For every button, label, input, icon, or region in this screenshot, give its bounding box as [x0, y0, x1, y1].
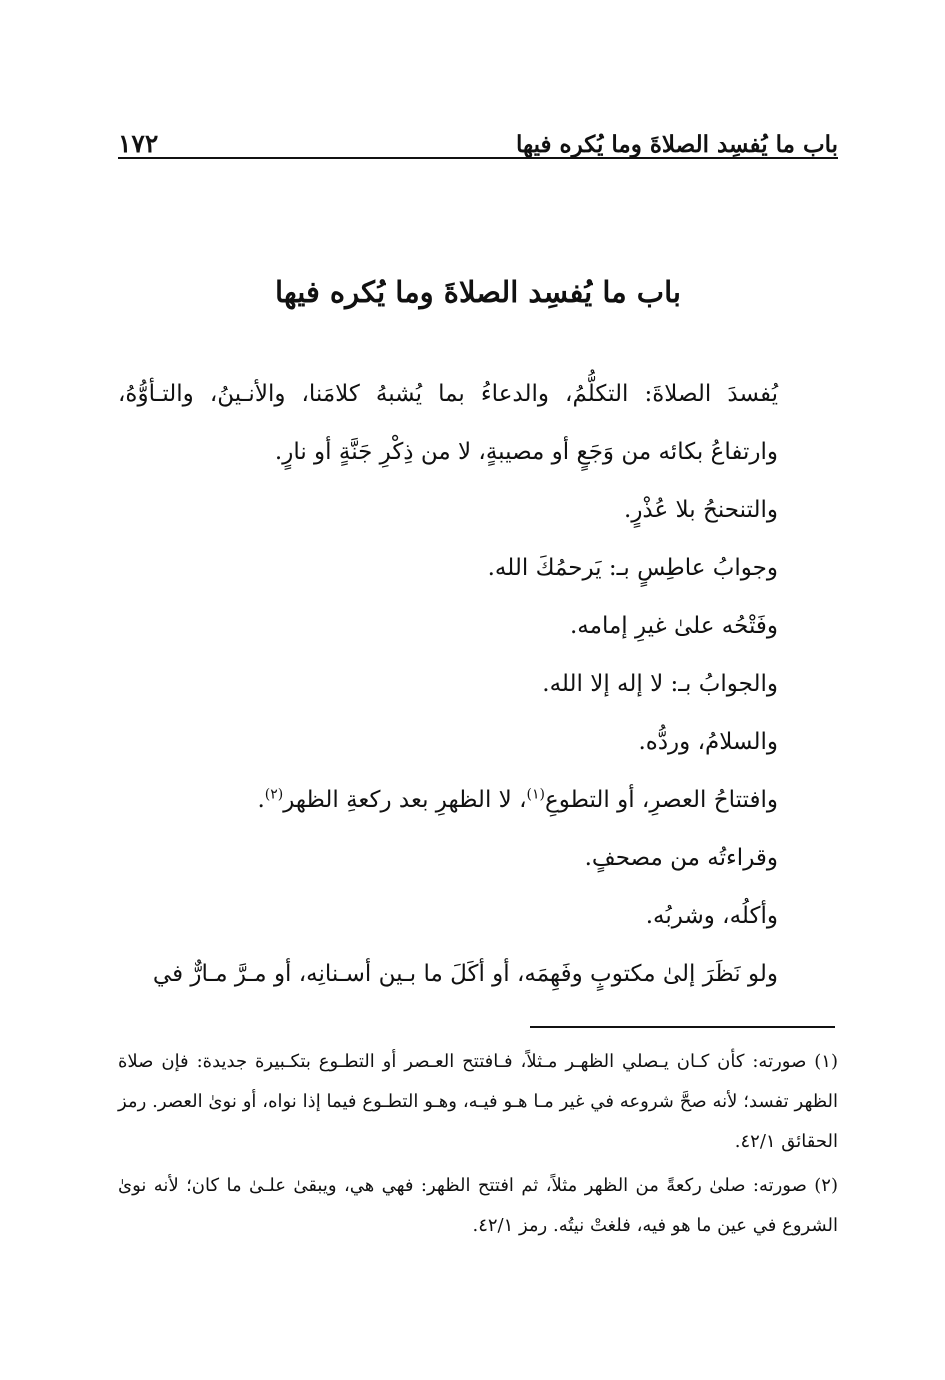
footnote-ref: (٢) — [264, 786, 284, 803]
text-line: وأكلُه، وشربُه. — [645, 903, 778, 929]
text-line-with-footnotes — [118, 771, 838, 829]
paragraph-invalidators: يُفسدَ الصلاةَ: التكلُّمُ، والدعاءُ بما يُشبهُ كلامَنا، والأنـينُ، والتـأوُّهُ، وارتفاعُ بكائه من وَجَعٍ أو مصيبةٍ، لا من ذِكْرِ جَنَّةٍ أو نارٍ. — [118, 381, 778, 465]
text-line: ولو نَظَرَ إلىٰ مكتوبٍ وفَهِمَه، أو أكَلَ ما بـين أسـنانِه، أو مـرَّ مـارٌّ في — [152, 961, 778, 987]
chapter-title: باب ما يُفسِد الصلاةَ وما يُكره فيها — [275, 275, 681, 309]
text-segment: ، لا الظهرِ بعد ركعةِ الظهر — [283, 787, 527, 813]
text-segment: . — [257, 787, 265, 813]
text-line: والتنحنحُ بلا عُذْرٍ. — [624, 497, 778, 523]
text-segment: وافتتاحُ العصرِ، أو التطوعِ — [544, 787, 778, 813]
text-line: والسلامُ، وردُّه. — [638, 729, 778, 755]
text-line: وقراءتُه من مصحفٍ. — [584, 845, 778, 871]
text-line: والجوابُ بـ: لا إله إلا الله. — [542, 671, 778, 697]
page-number: ١٧٢ — [118, 129, 159, 158]
main-text — [118, 365, 838, 1003]
footnote-rule — [530, 1026, 835, 1028]
text-line: وجوابُ عاطِسٍ بـ: يَرحمُكَ الله. — [487, 555, 778, 581]
footnote: (١) صورته: كأن كـان يـصلي الظهـر مـثلاً، فـافتتح العـصر أو التطـوع بتكـبيرة جديدة: فإن صلاة الظهر تفسد؛ لأنه صحَّ شروعه في غير مـا هـو فيـه، وهـو التطـوع فيما إذا نواه، أو نوىٰ العصر. رمز الحقائق ٤٢/١. — [118, 1051, 838, 1152]
footnote-ref: (١) — [526, 786, 545, 803]
footnotes — [118, 1042, 838, 1250]
running-title: باب ما يُفسِد الصلاةَ وما يُكره فيها — [516, 131, 838, 158]
header-rule — [118, 157, 838, 159]
text-line: وفَتْحُه علىٰ غيرِ إمامه. — [570, 613, 778, 639]
page-header — [118, 108, 838, 156]
footnote: (٢) صورته: صلىٰ ركعةً من الظهر مثلاً، ثم افتتح الظهر: فهي هي، ويبقىٰ علـىٰ ما كان؛ لأنه نوىٰ الشروع في عين ما هو فيه، فلغتْ نيتُه. رمز ٤٢/١. — [118, 1175, 838, 1236]
